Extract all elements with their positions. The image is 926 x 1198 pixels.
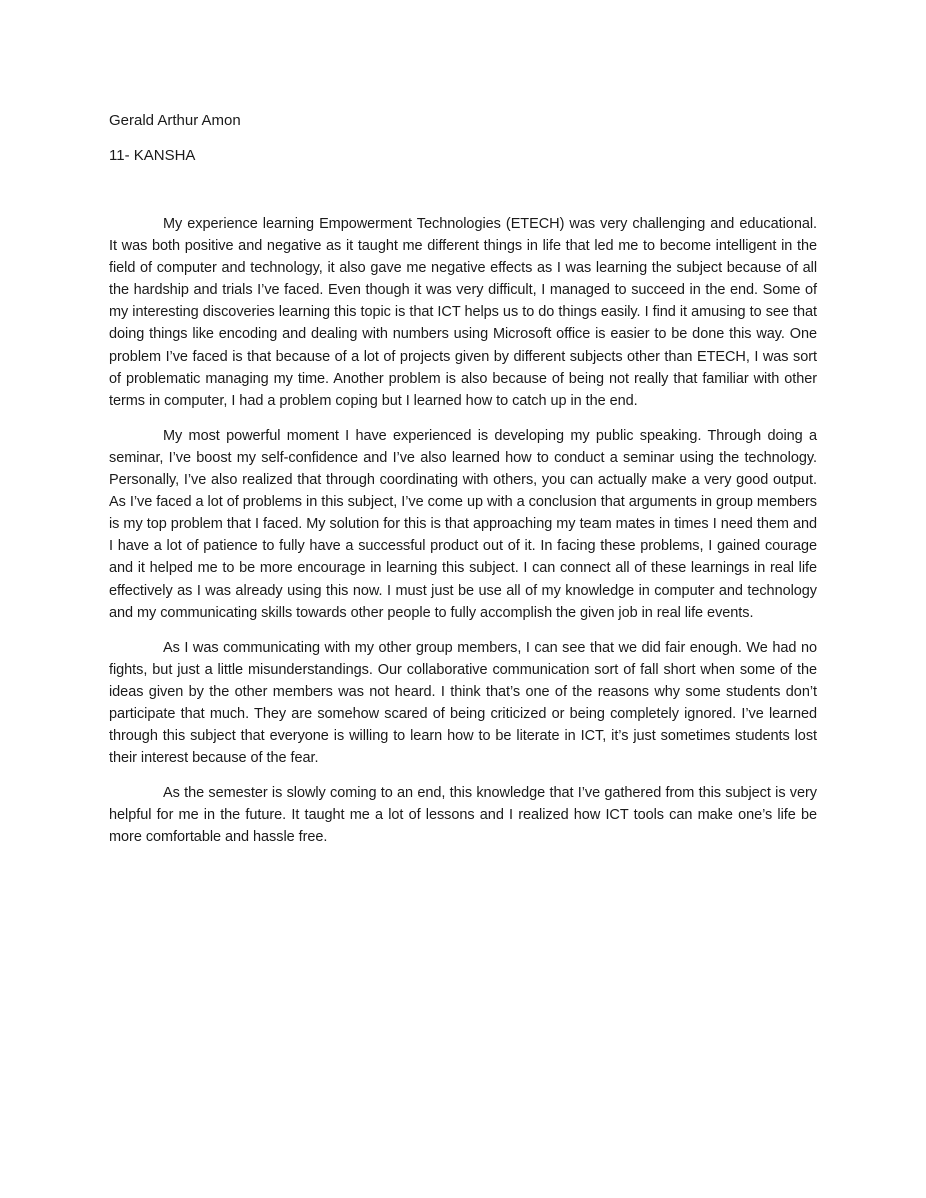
paragraph-3: As I was communicating with my other group members, I can see that we did fair enough. We had no fights, but just a little misunderstandings. Our collaborative communication sort of fall short when some of the ideas given by the other members was not heard. I think that’s one of the reasons why some students don’t participate that much. They are somehow scared of being criticized or being completely ignored. I’ve learned through this subject that everyone is willing to learn how to be literate in ICT, it’s just sometimes students lost their interest because of the fear.: [109, 639, 817, 767]
paragraph-1: My experience learning Empowerment Technologies (ETECH) was very challenging and educational. It was both positive and negative as it taught me different things in life that led me to become intelligent in the field of computer and technology, it also gave me negative effects as I was learning the subject because of all the hardship and trials I’ve faced. Even though it was very difficult, I managed to succeed in the end. Some of my interesting discoveries learning this topic is that ICT helps us to do things easily. I find it amusing to see that doing things like encoding and dealing with numbers using Microsoft office is easier to be done this way. One problem I’ve faced is that because of a lot of projects given by different subjects other than ETECH, I was sort of problematic managing my time. Another problem is also because of being not really that familiar with other terms in computer, I had a problem coping but I learned how to catch up in the end.: [109, 216, 817, 409]
author-name: Gerald Arthur Amon: [109, 112, 241, 129]
paragraph-2: My most powerful moment I have experienced is developing my public speaking. Through doing a seminar, I’ve boost my self-confidence and I’ve also learned how to conduct a seminar using the technology. Personally, I’ve also realized that through coordinating with others, you can actually make a very good output. As I’ve faced a lot of problems in this subject, I’ve come up with a conclusion that arguments in group members is my top problem that I faced. My solution for this is that approaching my team mates in times I need them and I have a lot of patience to fully have a successful product out of it. In facing these problems, I gained courage and it helped me to be more encourage in learning this subject. I can connect all of these learnings in real life effectively as I was already using this now. I must just be use all of my knowledge in computer and technology and my communicating skills towards other people to fully accomplish the given job in real life events.: [109, 427, 817, 621]
essay-body: [109, 213, 817, 862]
class-section: 11- KANSHA: [109, 147, 196, 164]
paragraph-4: As the semester is slowly coming to an end, this knowledge that I’ve gathered from this subject is very helpful for me in the future. It taught me a lot of lessons and I realized how ICT tools can make one’s life be more comfortable and hassle free.: [109, 785, 817, 846]
